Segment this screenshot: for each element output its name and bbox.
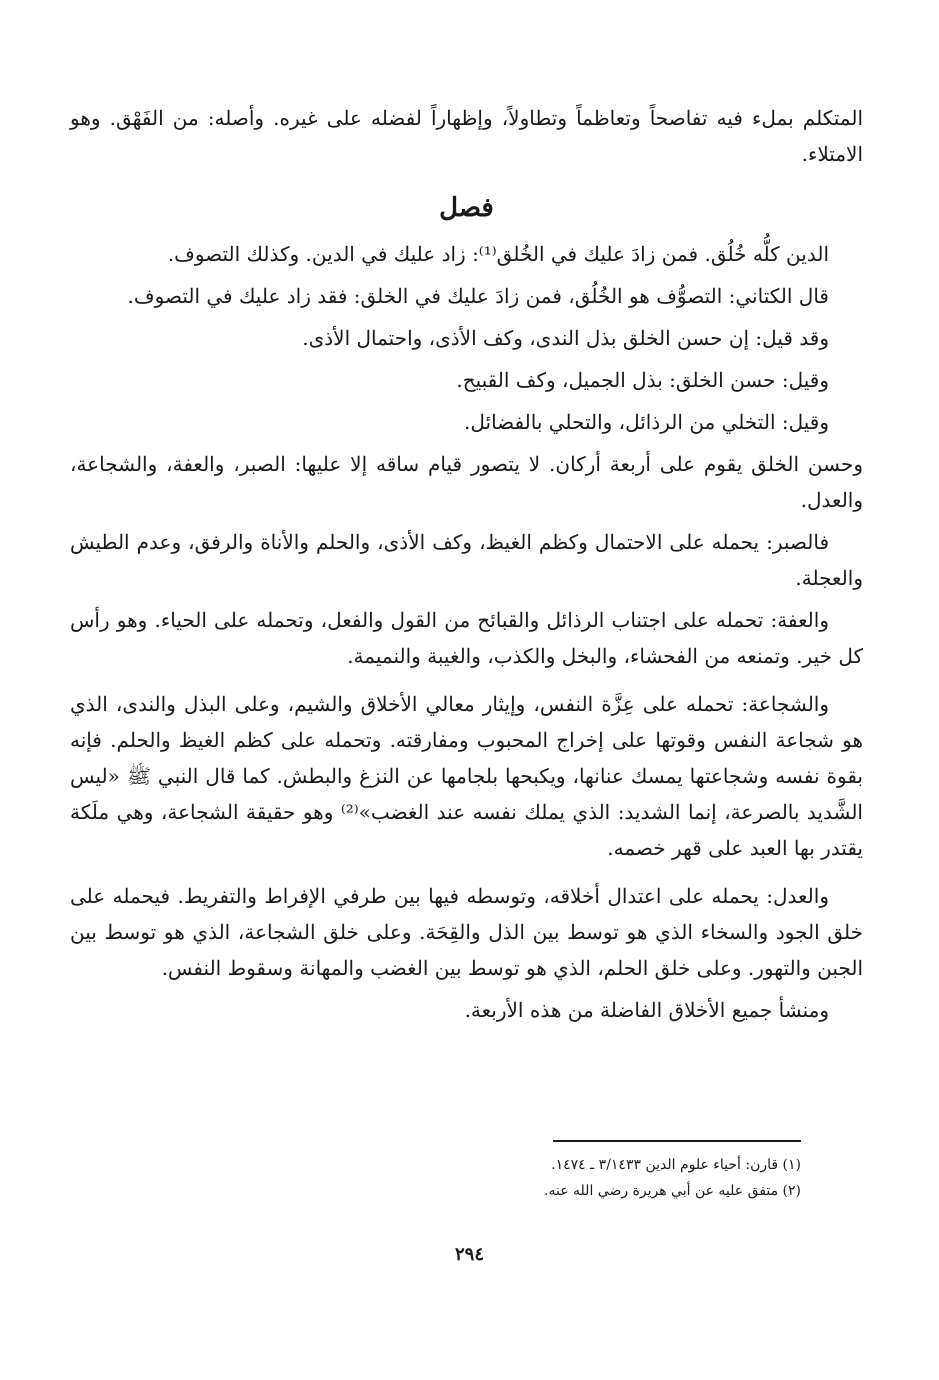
page-body (70, 100, 863, 1034)
paragraph-religion-character: الدين كلُّه خُلُق. فمن زادَ عليك في الخُلق⁽¹⁾: زاد عليك في الدين. وكذلك التصوف. (167, 242, 829, 266)
paragraph-conclusion: ومنشأ جميع الأخلاق الفاضلة من هذه الأربعة. (464, 998, 829, 1022)
page-number: ٢٩٤ (454, 1244, 484, 1265)
section-heading: فصل (439, 193, 494, 223)
footnote-2: (٢) متفق عليه عن أبي هريرة رضي الله عنه. (544, 1183, 801, 1199)
paragraph-patience: فالصبر: يحمله على الاحتمال وكظم الغيظ، وكف الأذى، والحلم والأناة والرفق، وعدم الطيش والعجلة. (70, 530, 863, 590)
paragraph-four-pillars: وحسن الخلق يقوم على أربعة أركان. لا يتصور قيام ساقه إلا عليها: الصبر، والعفة، والشجاعة، والعدل. (70, 452, 863, 512)
paragraph-definition-2: وقيل: حسن الخلق: بذل الجميل، وكف القبيح. (456, 368, 829, 392)
footnotes (146, 1152, 801, 1204)
paragraph-kattani: قال الكتاني: التصوُّف هو الخُلُق، فمن زادَ عليك في الخلق: فقد زاد عليك في التصوف. (127, 284, 829, 308)
paragraph-chastity: والعفة: تحمله على اجتناب الرذائل والقبائح من القول والفعل، وتحمله على الحياء. وهو رأس كل خير. وتمنعه من الفحشاء، والبخل والكذب، والغيبة والنميمة. (70, 608, 863, 668)
footnote-divider (553, 1140, 801, 1142)
paragraph-definition-1: وقد قيل: إن حسن الخلق بذل الندى، وكف الأذى، واحتمال الأذى. (302, 326, 829, 350)
paragraph-justice: والعدل: يحمله على اعتدال أخلاقه، وتوسطه فيها بين طرفي الإفراط والتفريط. فيحمله على خلق الجود والسخاء الذي هو توسط بين الذل والقِحَة. وعلى خلق الشجاعة، الذي هو توسط بين الجبن والتهور. وعلى خلق الحلم، الذي هو توسط بين الغضب والمهانة وسقوط النفس. (70, 884, 863, 980)
paragraph-courage: والشجاعة: تحمله على عِزَّة النفس، وإيثار معالي الأخلاق والشيم، وعلى البذل والندى، الذي هو شجاعة النفس وقوتها على إخراج المحبوب ومفارقته. وتحمله على كظم الغيظ والحلم. فإنه بقوة نفسه وشجاعتها يمسك عنانها، ويكبحها بلجامها عن النزغ والبطش. كما قال النبي ﷺ «ليس الشَّديد بالصرعة، إنما الشديد: الذي يملك نفسه عند الغضب»⁽²⁾ وهو حقيقة الشجاعة، وهي ملَكة يقتدر بها العبد على قهر خصمه. (70, 692, 863, 860)
paragraph-definition-3: وقيل: التخلي من الرذائل، والتحلي بالفضائل. (464, 410, 829, 434)
intro-paragraph: المتكلم بملء فيه تفاصحاً وتعاظماً وتطاولاً، وإظهاراً لفضله على غيره. وأصله: من الفَهْق. وهو الامتلاء. (70, 106, 864, 166)
footnote-1: (١) قارن: أحياء علوم الدين ٣/١٤٣٣ ـ ١٤٧٤. (551, 1157, 801, 1173)
